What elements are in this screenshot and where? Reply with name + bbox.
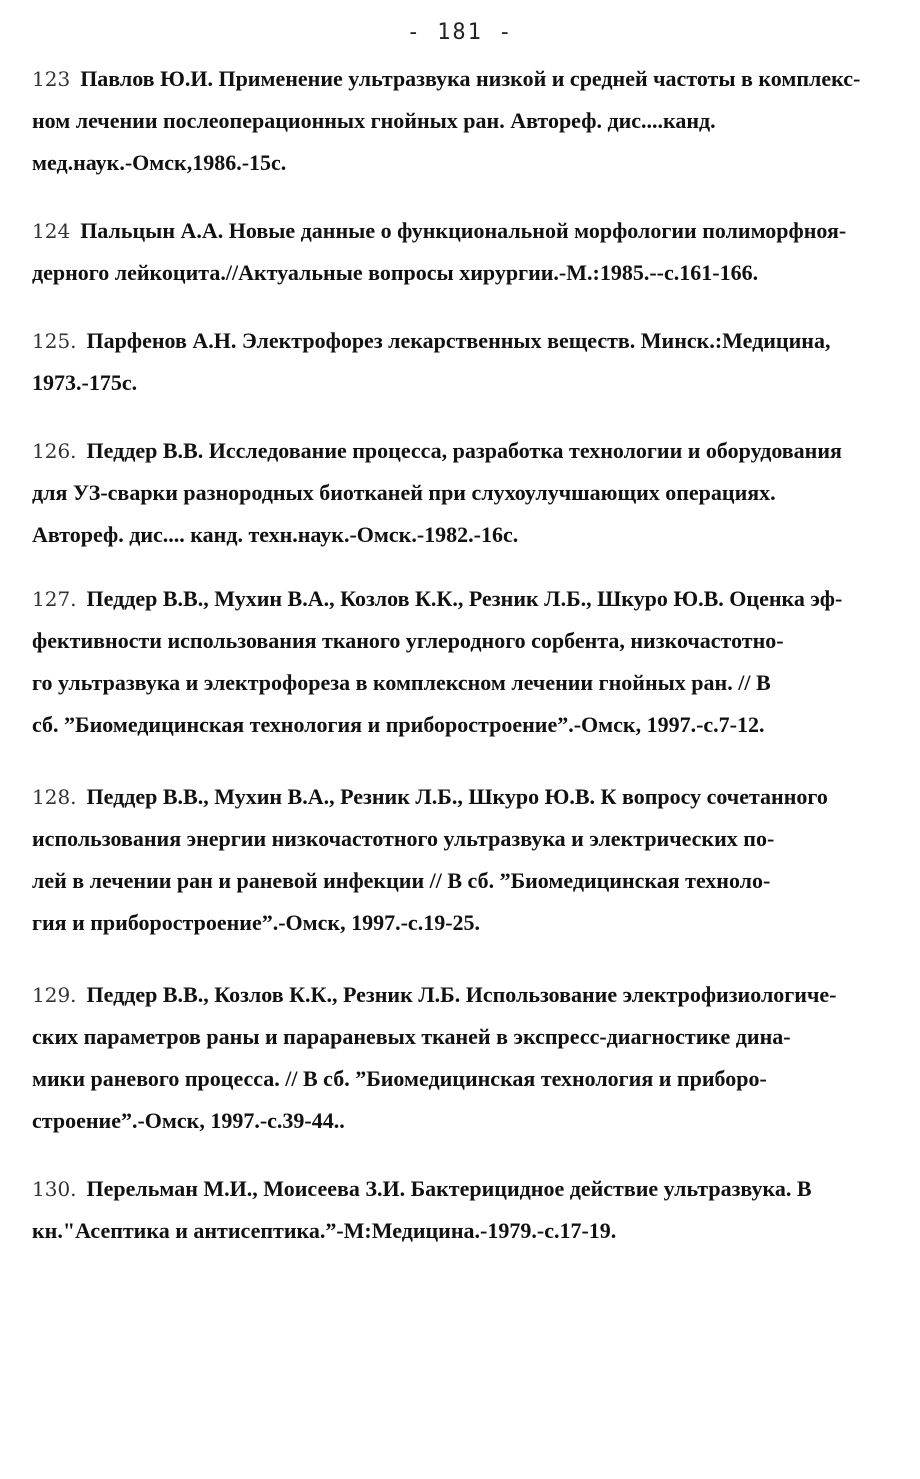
reference-number: 126. bbox=[32, 439, 77, 463]
page-number: - 181 - bbox=[406, 20, 514, 45]
reference-line: ских параметров раны и парараневых тканей в экспресс-диагностике дина- bbox=[32, 1024, 791, 1049]
reference-line: Педдер В.В., Мухин В.А., Резник Л.Б., Шкуро Ю.В. К вопросу сочетанного bbox=[86, 784, 828, 809]
reference-entry bbox=[32, 430, 894, 556]
reference-line: Павлов Ю.И. Применение ультразвука низкой и средней частоты в комплекс- bbox=[80, 66, 861, 91]
reference-130 bbox=[32, 1168, 894, 1252]
reference-line: сб. ”Биомедицинская технология и приборостроение”.-Омск, 1997.-с.7-12. bbox=[32, 712, 765, 737]
reference-129 bbox=[32, 974, 894, 1142]
reference-entry bbox=[32, 210, 894, 294]
reference-line: Педдер В.В. Исследование процесса, разработка технологии и оборудования bbox=[86, 438, 842, 463]
reference-123 bbox=[32, 58, 894, 184]
reference-entry bbox=[32, 974, 894, 1142]
reference-number: 129. bbox=[32, 983, 77, 1007]
reference-line: 1973.-175с. bbox=[32, 370, 138, 395]
reference-line: ном лечении послеоперационных гнойных ран. Автореф. дис....канд. bbox=[32, 108, 716, 133]
reference-line: Педдер В.В., Козлов К.К., Резник Л.Б. Использование электрофизиологиче- bbox=[86, 982, 837, 1007]
reference-number: 127. bbox=[32, 587, 77, 611]
reference-number: 124 bbox=[32, 219, 71, 243]
reference-line: Пальцын А.А. Новые данные о функциональной морфологии полиморфноя- bbox=[80, 218, 847, 243]
reference-number: 128. bbox=[32, 785, 77, 809]
reference-entry bbox=[32, 578, 894, 746]
reference-line: использования энергии низкочастотного ультразвука и электрических по- bbox=[32, 826, 775, 851]
reference-126 bbox=[32, 430, 894, 556]
reference-number: 130. bbox=[32, 1177, 77, 1201]
reference-line: строение”.-Омск, 1997.-с.39-44.. bbox=[32, 1108, 345, 1133]
reference-line: Перельман М.И., Моисеева З.И. Бактерицидное действие ультразвука. В bbox=[86, 1176, 812, 1201]
reference-line: Автореф. дис.... канд. техн.наук.-Омск.-1982.-16с. bbox=[32, 522, 519, 547]
reference-line: гия и приборостроение”.-Омск, 1997.-с.19-25. bbox=[32, 910, 481, 935]
reference-entry bbox=[32, 776, 894, 944]
reference-line: мики раневого процесса. // В сб. ”Биомедицинская технология и приборо- bbox=[32, 1066, 767, 1091]
reference-line: для УЗ-сварки разнородных биотканей при слухоулучшающих операциях. bbox=[32, 480, 776, 505]
reference-127 bbox=[32, 578, 894, 746]
reference-line: кн."Асептика и антисептика.”-М:Медицина.-1979.-с.17-19. bbox=[32, 1218, 617, 1243]
reference-line: Парфенов А.Н. Электрофорез лекарственных веществ. Минск.:Медицина, bbox=[86, 328, 831, 353]
reference-entry bbox=[32, 58, 894, 184]
reference-line: го ультразвука и электрофореза в комплексном лечении гнойных ран. // В bbox=[32, 670, 771, 695]
reference-125 bbox=[32, 320, 894, 404]
reference-128 bbox=[32, 776, 894, 944]
reference-entry bbox=[32, 1168, 894, 1252]
reference-124 bbox=[32, 210, 894, 294]
reference-line: фективности использования тканого углеродного сорбента, низкочастотно- bbox=[32, 628, 784, 653]
reference-line: Педдер В.В., Мухин В.А., Козлов К.К., Резник Л.Б., Шкуро Ю.В. Оценка эф- bbox=[86, 586, 843, 611]
reference-entry bbox=[32, 320, 894, 404]
reference-line: лей в лечении ран и раневой инфекции // В сб. ”Биомедицинская техноло- bbox=[32, 868, 771, 893]
reference-number: 125. bbox=[32, 329, 77, 353]
reference-line: дерного лейкоцита.//Актуальные вопросы хирургии.-М.:1985.--с.161-166. bbox=[32, 260, 759, 285]
reference-number: 123 bbox=[32, 67, 71, 91]
reference-line: мед.наук.-Омск,1986.-15с. bbox=[32, 150, 287, 175]
